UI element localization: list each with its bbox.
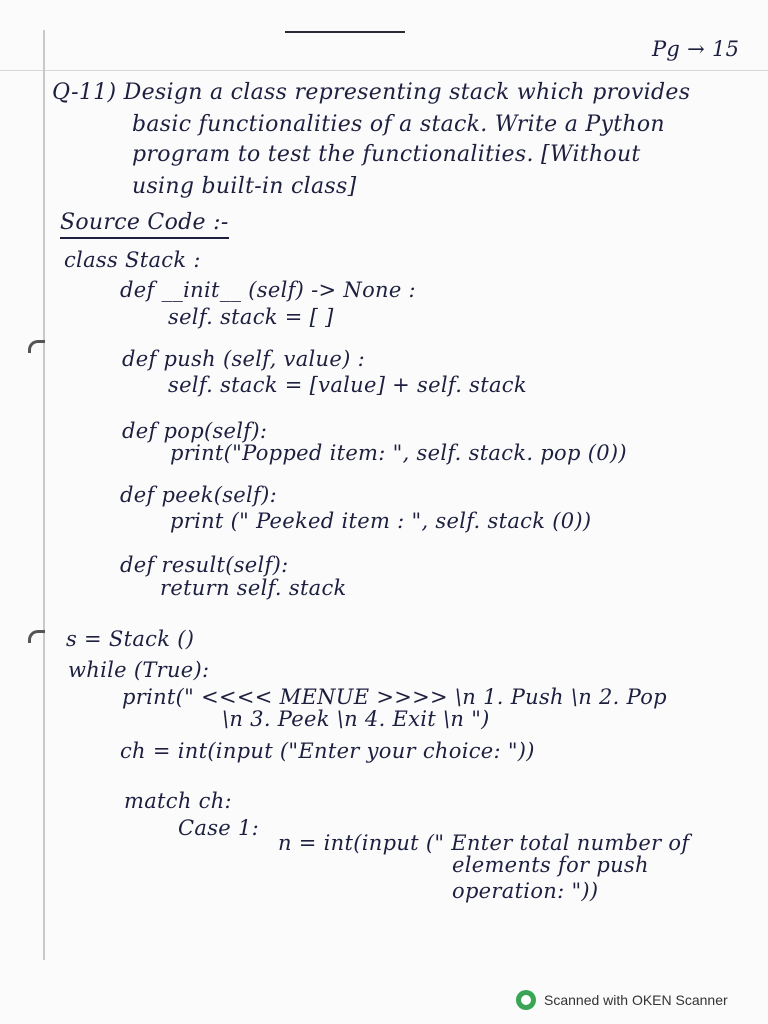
code-line: ch = int(input ("Enter your choice: ")) — [120, 739, 535, 763]
code-line: while (True): — [68, 658, 210, 682]
code-line: operation: ")) — [452, 879, 599, 903]
top-dash — [285, 31, 405, 33]
code-line: print (" Peeked item : ", self. stack (0)) — [170, 509, 592, 533]
code-line: n = int(input (" Enter total number of — [278, 831, 690, 855]
code-line: def result(self): — [120, 553, 289, 577]
scanner-watermark — [516, 990, 728, 1010]
code-line: def push (self, value) : — [122, 347, 365, 371]
code-line: return self. stack — [160, 576, 347, 600]
page-number: Pg → 15 — [652, 37, 740, 61]
code-line: \n 3. Peek \n 4. Exit \n ") — [222, 707, 490, 731]
question-line-3: program to test the functionalities. [Without — [132, 142, 641, 167]
question-line-1: Q-11) Design a class representing stack which provides — [52, 80, 691, 105]
code-line: def pop(self): — [122, 419, 268, 443]
code-line: def peek(self): — [120, 483, 277, 507]
code-line: self. stack = [value] + self. stack — [168, 373, 527, 397]
hole-punch-mark — [28, 630, 45, 643]
page-margin-line — [43, 30, 45, 960]
code-line: class Stack : — [64, 248, 201, 272]
question-line-2: basic functionalities of a stack. Write a Python — [132, 112, 665, 137]
source-code-heading: Source Code :- — [60, 210, 229, 239]
code-line: match ch: — [124, 789, 232, 813]
code-line: elements for push — [452, 853, 649, 877]
code-line: Case 1: — [178, 816, 260, 840]
question-line-4: using built-in class] — [132, 174, 357, 199]
code-line: def __init__ (self) -> None : — [120, 278, 416, 302]
page-top-rule — [0, 70, 768, 71]
code-line: print(" <<<< MENUE >>>> \n 1. Push \n 2. Pop — [122, 685, 667, 709]
code-line: self. stack = [ ] — [168, 305, 334, 329]
hole-punch-mark — [28, 340, 45, 353]
oken-scanner-logo-icon — [516, 990, 536, 1010]
scanner-watermark-text: Scanned with OKEN Scanner — [544, 992, 728, 1008]
code-line: s = Stack () — [66, 627, 195, 651]
code-line: print("Popped item: ", self. stack. pop (0)) — [170, 441, 627, 465]
